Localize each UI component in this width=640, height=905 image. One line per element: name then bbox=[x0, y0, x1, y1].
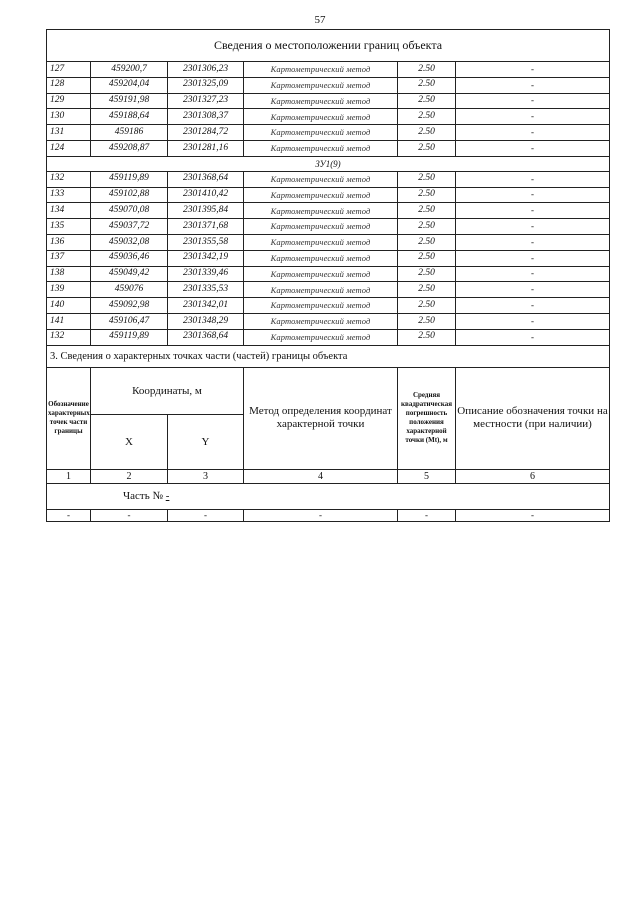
empty-cell: - bbox=[456, 509, 610, 521]
point-number: 127 bbox=[47, 62, 91, 78]
point-number: 132 bbox=[47, 329, 91, 345]
coordinate-row bbox=[47, 313, 610, 329]
point-number: 138 bbox=[47, 266, 91, 282]
coord-x: 459191,98 bbox=[91, 93, 168, 109]
coordinate-row bbox=[47, 77, 610, 93]
method-cell: Картометрический метод bbox=[244, 266, 398, 282]
header-method: Метод определения координат характерной точки bbox=[244, 367, 398, 469]
coord-x: 459102,88 bbox=[91, 187, 168, 203]
coord-x: 459076 bbox=[91, 282, 168, 298]
point-number: 140 bbox=[47, 298, 91, 314]
empty-cell: - bbox=[91, 509, 168, 521]
coord-y: 2301335,53 bbox=[168, 282, 244, 298]
accuracy-cell: 2.50 bbox=[398, 140, 456, 156]
accuracy-cell: 2.50 bbox=[398, 234, 456, 250]
coordinate-row bbox=[47, 234, 610, 250]
method-cell: Картометрический метод bbox=[244, 313, 398, 329]
description-cell: - bbox=[456, 266, 610, 282]
coordinate-row bbox=[47, 171, 610, 187]
section-title: Сведения о местоположении границ объекта bbox=[47, 30, 610, 62]
description-cell: - bbox=[456, 77, 610, 93]
coord-y: 2301348,29 bbox=[168, 313, 244, 329]
point-number: 141 bbox=[47, 313, 91, 329]
description-cell: - bbox=[456, 282, 610, 298]
point-number: 136 bbox=[47, 234, 91, 250]
coord-y: 2301281,16 bbox=[168, 140, 244, 156]
column-number: 3 bbox=[168, 469, 244, 483]
coord-x: 459070,08 bbox=[91, 203, 168, 219]
description-cell: - bbox=[456, 298, 610, 314]
coordinate-row bbox=[47, 266, 610, 282]
column-number: 6 bbox=[456, 469, 610, 483]
coord-y: 2301410,42 bbox=[168, 187, 244, 203]
coord-y: 2301395,84 bbox=[168, 203, 244, 219]
method-cell: Картометрический метод bbox=[244, 298, 398, 314]
page-number: 57 bbox=[314, 14, 326, 26]
description-cell: - bbox=[456, 125, 610, 141]
header-x: X bbox=[91, 414, 168, 469]
description-cell: - bbox=[456, 250, 610, 266]
coordinate-row bbox=[47, 125, 610, 141]
accuracy-cell: 2.50 bbox=[398, 187, 456, 203]
part-row bbox=[47, 483, 610, 509]
point-number: 133 bbox=[47, 187, 91, 203]
accuracy-cell: 2.50 bbox=[398, 171, 456, 187]
coord-y: 2301308,37 bbox=[168, 109, 244, 125]
method-cell: Картометрический метод bbox=[244, 282, 398, 298]
accuracy-cell: 2.50 bbox=[398, 93, 456, 109]
coord-y: 2301306,23 bbox=[168, 62, 244, 78]
accuracy-cell: 2.50 bbox=[398, 313, 456, 329]
header-point-designation: Обозначение характерных точек части границы bbox=[47, 367, 91, 469]
description-cell: - bbox=[456, 234, 610, 250]
coordinate-row bbox=[47, 93, 610, 109]
group2-rows bbox=[47, 171, 610, 345]
boundary-sheet bbox=[46, 29, 609, 522]
method-cell: Картометрический метод bbox=[244, 93, 398, 109]
method-cell: Картометрический метод bbox=[244, 62, 398, 78]
accuracy-cell: 2.50 bbox=[398, 298, 456, 314]
description-cell: - bbox=[456, 93, 610, 109]
accuracy-cell: 2.50 bbox=[398, 203, 456, 219]
method-cell: Картометрический метод bbox=[244, 77, 398, 93]
accuracy-cell: 2.50 bbox=[398, 266, 456, 282]
coordinate-row bbox=[47, 187, 610, 203]
description-cell: - bbox=[456, 313, 610, 329]
point-number: 124 bbox=[47, 140, 91, 156]
coord-y: 2301342,01 bbox=[168, 298, 244, 314]
description-cell: - bbox=[456, 203, 610, 219]
method-cell: Картометрический метод bbox=[244, 329, 398, 345]
description-cell: - bbox=[456, 329, 610, 345]
method-cell: Картометрический метод bbox=[244, 187, 398, 203]
description-cell: - bbox=[456, 109, 610, 125]
coord-x: 459119,89 bbox=[91, 329, 168, 345]
empty-cell: - bbox=[398, 509, 456, 521]
coord-y: 2301342,19 bbox=[168, 250, 244, 266]
coordinate-row bbox=[47, 140, 610, 156]
description-cell: - bbox=[456, 187, 610, 203]
description-cell: - bbox=[456, 219, 610, 235]
coord-x: 459049,42 bbox=[91, 266, 168, 282]
description-cell: - bbox=[456, 140, 610, 156]
point-number: 130 bbox=[47, 109, 91, 125]
coord-x: 459188,64 bbox=[91, 109, 168, 125]
coord-y: 2301325,09 bbox=[168, 77, 244, 93]
coordinate-row bbox=[47, 203, 610, 219]
accuracy-cell: 2.50 bbox=[398, 109, 456, 125]
header-coordinates: Координаты, м bbox=[91, 367, 244, 414]
point-number: 134 bbox=[47, 203, 91, 219]
method-cell: Картометрический метод bbox=[244, 203, 398, 219]
header-accuracy: Средняя квадратическая погрешность положения характерной точки (Mt), м bbox=[398, 367, 456, 469]
empty-cell: - bbox=[244, 509, 398, 521]
column-number: 2 bbox=[91, 469, 168, 483]
coord-y: 2301355,58 bbox=[168, 234, 244, 250]
column-number: 5 bbox=[398, 469, 456, 483]
point-number: 129 bbox=[47, 93, 91, 109]
accuracy-cell: 2.50 bbox=[398, 62, 456, 78]
accuracy-cell: 2.50 bbox=[398, 250, 456, 266]
header-description: Описание обозначения точки на местности (при наличии) bbox=[456, 367, 610, 469]
coord-x: 459106,47 bbox=[91, 313, 168, 329]
column-numbers-row bbox=[47, 469, 610, 483]
accuracy-cell: 2.50 bbox=[398, 282, 456, 298]
accuracy-cell: 2.50 bbox=[398, 219, 456, 235]
coordinate-row bbox=[47, 62, 610, 78]
section3-title: 3. Сведения о характерных точках части (частей) границы объекта bbox=[47, 345, 610, 367]
method-cell: Картометрический метод bbox=[244, 140, 398, 156]
part-cell bbox=[47, 483, 610, 509]
coordinate-row bbox=[47, 282, 610, 298]
subsection-label: ЗУ1(9) bbox=[47, 156, 610, 171]
coord-x: 459204,04 bbox=[91, 77, 168, 93]
header-y: Y bbox=[168, 414, 244, 469]
coordinate-row bbox=[47, 109, 610, 125]
part-value: - bbox=[165, 490, 170, 503]
point-number: 135 bbox=[47, 219, 91, 235]
point-number: 128 bbox=[47, 77, 91, 93]
empty-cell: - bbox=[168, 509, 244, 521]
coord-x: 459037,72 bbox=[91, 219, 168, 235]
point-number: 137 bbox=[47, 250, 91, 266]
description-cell: - bbox=[456, 171, 610, 187]
column-number: 4 bbox=[244, 469, 398, 483]
method-cell: Картометрический метод bbox=[244, 219, 398, 235]
coord-x: 459036,46 bbox=[91, 250, 168, 266]
column-number: 1 bbox=[47, 469, 91, 483]
boundary-table bbox=[46, 29, 610, 522]
coord-x: 459032,08 bbox=[91, 234, 168, 250]
coord-y: 2301371,68 bbox=[168, 219, 244, 235]
coordinate-row bbox=[47, 219, 610, 235]
accuracy-cell: 2.50 bbox=[398, 329, 456, 345]
part-label: Часть № bbox=[123, 490, 163, 503]
accuracy-cell: 2.50 bbox=[398, 125, 456, 141]
section3-header-row bbox=[47, 367, 610, 414]
coord-y: 2301368,64 bbox=[168, 171, 244, 187]
coord-x: 459186 bbox=[91, 125, 168, 141]
point-number: 131 bbox=[47, 125, 91, 141]
coordinate-row bbox=[47, 250, 610, 266]
coordinate-row bbox=[47, 329, 610, 345]
method-cell: Картометрический метод bbox=[244, 234, 398, 250]
section3-title-row bbox=[47, 345, 610, 367]
method-cell: Картометрический метод bbox=[244, 125, 398, 141]
coord-x: 459119,89 bbox=[91, 171, 168, 187]
coord-x: 459092,98 bbox=[91, 298, 168, 314]
method-cell: Картометрический метод bbox=[244, 250, 398, 266]
coord-x: 459200,7 bbox=[91, 62, 168, 78]
part-empty-row bbox=[47, 509, 610, 521]
coord-y: 2301339,46 bbox=[168, 266, 244, 282]
coord-y: 2301368,64 bbox=[168, 329, 244, 345]
method-cell: Картометрический метод bbox=[244, 109, 398, 125]
empty-cell: - bbox=[47, 509, 91, 521]
accuracy-cell: 2.50 bbox=[398, 77, 456, 93]
subsection-row bbox=[47, 156, 610, 171]
coord-y: 2301284,72 bbox=[168, 125, 244, 141]
group1-rows bbox=[47, 62, 610, 157]
description-cell: - bbox=[456, 62, 610, 78]
section-title-row bbox=[47, 30, 610, 62]
method-cell: Картометрический метод bbox=[244, 171, 398, 187]
coordinate-row bbox=[47, 298, 610, 314]
point-number: 132 bbox=[47, 171, 91, 187]
point-number: 139 bbox=[47, 282, 91, 298]
coord-y: 2301327,23 bbox=[168, 93, 244, 109]
coord-x: 459208,87 bbox=[91, 140, 168, 156]
